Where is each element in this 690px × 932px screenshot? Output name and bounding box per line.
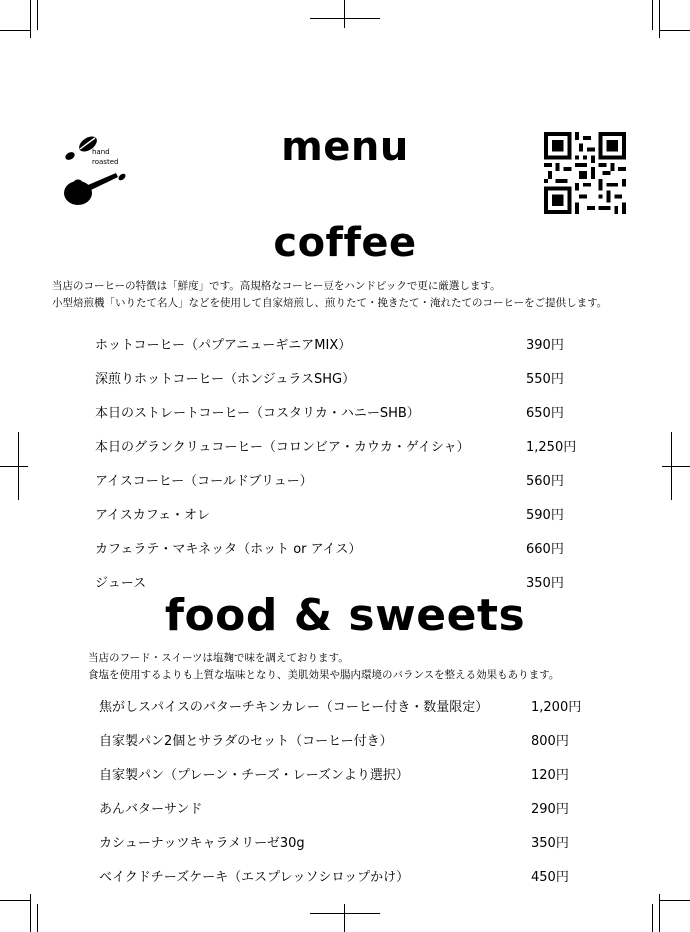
item-price: 550円 — [526, 372, 564, 387]
menu-item — [99, 866, 599, 886]
item-name: 自家製パン（プレーン・チーズ・レーズンより選択） — [99, 768, 409, 783]
item-name: カシューナッツキャラメリーゼ30g — [99, 836, 305, 851]
menu-item — [99, 832, 599, 852]
item-price: 350円 — [526, 576, 564, 591]
food-intro-line: 当店のフード・スイーツは塩麹で味を調えております。 — [88, 652, 349, 664]
item-price: 450円 — [531, 870, 569, 885]
qr-code — [544, 132, 626, 214]
item-name: ベイクドチーズケーキ（エスプレッソシロップかけ） — [99, 870, 410, 885]
logo-text-hand: hand — [92, 148, 110, 156]
item-name: あんバターサンド — [99, 802, 203, 817]
item-name: ジュース — [95, 576, 147, 591]
menu-item — [95, 470, 595, 490]
item-price: 590円 — [526, 508, 564, 523]
item-price: 120円 — [531, 768, 569, 783]
item-name: 自家製パン2個とサラダのセット（コーヒー付き） — [99, 734, 393, 749]
item-name: 焦がしスパイスのバターチキンカレー（コーヒー付き・数量限定） — [99, 700, 489, 715]
menu-item — [95, 402, 595, 422]
menu-item — [95, 572, 595, 592]
item-price: 290円 — [531, 802, 569, 817]
menu-item — [95, 436, 595, 456]
item-price: 560円 — [526, 474, 564, 489]
item-name: 深煎りホットコーヒー（ホンジュラスSHG） — [95, 372, 356, 387]
menu-item — [99, 764, 599, 784]
item-name: 本日のグランクリュコーヒー（コロンビア・カウカ・ゲイシャ） — [95, 440, 470, 455]
menu-item — [95, 538, 595, 558]
food-intro-line: 食塩を使用するよりも上質な塩味となり、美肌効果や腸内環境のバランスを整える効果もあります。 — [88, 669, 560, 681]
item-name: アイスカフェ・オレ — [95, 508, 211, 523]
coffee-heading: coffee — [273, 220, 417, 266]
menu-item — [95, 368, 595, 388]
coffee-intro — [52, 278, 607, 312]
page-title: menu — [281, 124, 409, 170]
item-price: 1,250円 — [526, 440, 577, 455]
food-heading: food & sweets — [164, 590, 526, 641]
item-name: カフェラテ・マキネッタ（ホット or アイス） — [95, 542, 362, 557]
logo-text-roasted: roasted — [92, 158, 119, 166]
item-price: 350円 — [531, 836, 569, 851]
item-price: 660円 — [526, 542, 564, 557]
item-price: 800円 — [531, 734, 569, 749]
coffee-intro-line: 当店のコーヒーの特徴は「鮮度」です。高規格なコーヒー豆をハンドピックで更に厳選します。 — [52, 280, 501, 292]
food-intro — [88, 650, 559, 684]
menu-item — [95, 334, 595, 354]
item-name: 本日のストレートコーヒー（コスタリカ・ハニーSHB） — [95, 406, 420, 421]
item-price: 390円 — [526, 338, 564, 353]
menu-item — [95, 504, 595, 524]
menu-item — [99, 798, 599, 818]
item-price: 650円 — [526, 406, 564, 421]
item-price: 1,200円 — [531, 700, 582, 715]
coffee-intro-line: 小型焙煎機「いりたて名人」などを使用して自家焙煎し、煎りたて・挽きたて・淹れたてのコーヒーをご提供します。 — [52, 297, 608, 309]
item-name: アイスコーヒー（コールドブリュー） — [95, 474, 313, 489]
menu-item — [99, 730, 599, 750]
menu-item — [99, 696, 599, 716]
item-name: ホットコーヒー（パプアニューギニアMIX） — [95, 338, 352, 353]
